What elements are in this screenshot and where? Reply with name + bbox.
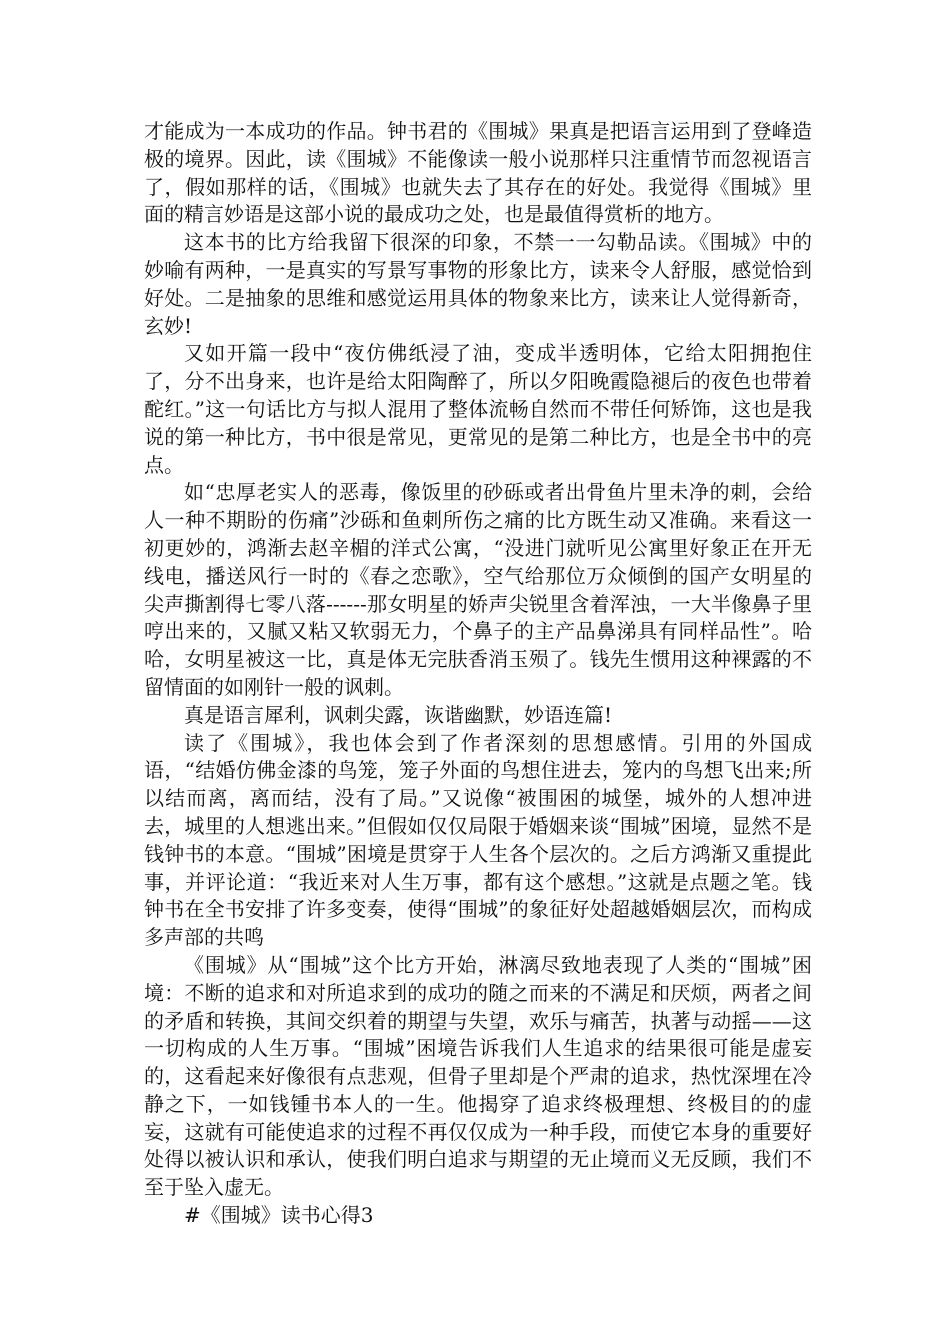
paragraph-1: 才能成为一本成功的作品。钟书君的《围城》果真是把语言运用到了登峰造极的境界。因此，读《围城》不能像读一般小说那样只注重情节而忽视语言了，假如那样的话，《围城》也就失去了其存在的好处。我觉得《围城》里面的精言妙语是这部小说的最成功之处，也是最值得赏析的地方。: [144, 119, 812, 227]
section-heading: #《围城》读书心得3: [184, 1203, 374, 1228]
paragraph-2: 这本书的比方给我留下很深的印象，不禁一一勾勒品读。《围城》中的妙喻有两种，一是真实的写景写事物的形象比方，读来令人舒服，感觉恰到好处。二是抽象的思维和感觉运用具体的物象来比方，读来让人觉得新奇，玄妙!: [144, 230, 812, 338]
paragraph-6: 读了《围城》，我也体会到了作者深刻的思想感情。引用的外国成语，“结婚仿佛金漆的鸟笼，笼子外面的鸟想住进去，笼内的鸟想飞出来;所以结而离，离而结，没有了局。”又说像“被围困的城堡，城外的人想冲进去，城里的人想逃出来。”但假如仅仅局限于婚姻来谈“围城”困境，显然不是钱钟书的本意。“围城”困境是贯穿于人生各个层次的。之后方鸿渐又重提此事，并评论道：“我近来对人生万事，都有这个感想。”这就是点题之笔。钱钟书在全书安排了许多变奏，使得“围城”的象征好处超越婚姻层次，而构成多声部的共鸣: [144, 730, 812, 950]
paragraph-4: 如“忠厚老实人的恶毒，像饭里的砂砾或者出骨鱼片里未净的刺，会给人一种不期盼的伤痛”沙砾和鱼刺所伤之痛的比方既生动又准确。来看这一初更妙的，鸿渐去赵辛楣的洋式公寓，“没进门就听见公寓里好象正在开无线电，播送风行一时的《春之恋歌》，空气给那位万众倾倒的国产女明星的尖声撕割得七零八落------那女明星的娇声尖锐里含着浑浊，一大半像鼻子里哼出来的，又腻又粘又软弱无力，个鼻子的主产品鼻涕具有同样品性”。哈哈，女明星被这一比，真是体无完肤香消玉殒了。钱先生惯用这种裸露的不留情面的如刚针一般的讽刺。: [144, 480, 812, 699]
document-body: [144, 118, 812, 1230]
paragraph-5: 真是语言犀利，讽刺尖露，诙谐幽默，妙语连篇!: [184, 702, 613, 727]
paragraph-7: 《围城》从“围城”这个比方开始，淋漓尽致地表现了人类的“围城”困境：不断的追求和对所追求到的成功的随之而来的不满足和厌烦，两者之间的矛盾和转换，其间交织着的期望与失望，欢乐与痛苦，执著与动摇——这一切构成的人生万事。“围城”困境告诉我们人生追求的结果很可能是虚妄的，这看起来好像很有点悲观，但骨子里却是个严肃的追求，热忱深埋在冷静之下，一如钱锺书本人的一生。他揭穿了追求终极理想、终极目的的虚妄，这就有可能使追求的过程不再仅仅成为一种手段，而使它本身的重要好处得以被认识和承认，使我们明白追求与期望的无止境而义无反顾，我们不至于坠入虚无。: [144, 952, 812, 1200]
paragraph-3: 又如开篇一段中“夜仿佛纸浸了油，变成半透明体，它给太阳拥抱住了，分不出身来，也许是给太阳陶醉了，所以夕阳晚霞隐褪后的夜色也带着酡红。”这一句话比方与拟人混用了整体流畅自然而不带任何矫饰，这也是我说的第一种比方，书中很是常见，更常见的是第二种比方，也是全书中的亮点。: [144, 341, 812, 477]
